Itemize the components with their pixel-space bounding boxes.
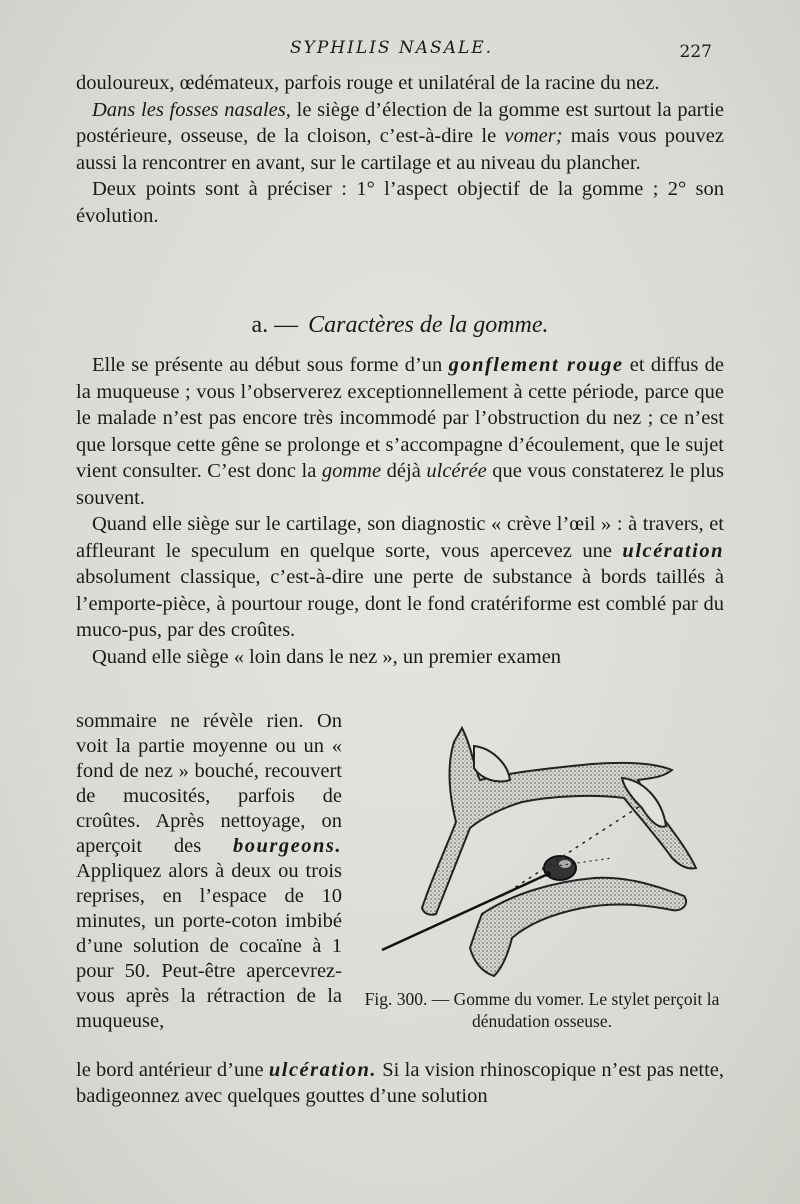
- p4-b: et diffus de la muqueuse ; vous l’observerez exceptionnellement à cette période, parce que le malade n’est pas encore très incommodé par l’obstruction du nez ; ce n’est que lorsque cette gêne se prolonge et s’accompagne d’écoulement, que le sujet vient consulter. C’est donc la: [76, 354, 724, 482]
- paragraph-2: [76, 97, 724, 177]
- column-text-a: sommaire ne révèle rien. On voit la partie moyenne ou un « fond de nez » bouché, recouvert de mucosités, parfois de croûtes. Après nettoyage, on aperçoit des: [76, 710, 342, 857]
- p4-d: que vous constaterez le plus souvent.: [76, 460, 725, 509]
- bottom-a: le bord antérieur d’une: [76, 1059, 269, 1081]
- figure-300: [362, 718, 708, 984]
- left-column-text: [76, 709, 342, 1034]
- section-heading: [0, 312, 800, 339]
- running-head: SYPHILIS NASALE.: [290, 38, 494, 58]
- section-title: Caractères de la gomme.: [308, 312, 549, 338]
- fosses-nasales-italic: Dans les fosses nasales,: [92, 98, 291, 121]
- gomme-italic: gomme: [321, 460, 382, 482]
- column-text-b: Appliquez alors à deux ou trois reprises, en l’espace de 10 minutes, un porte-coton imbibé d’une solution de cocaïne à 1 pour 50. Peut-être apercevrez-vous après la rétraction de la muqueuse,: [76, 860, 342, 1032]
- gonflement-rouge-bold: gonflement rouge: [448, 354, 624, 376]
- section-letter: a. —: [251, 312, 299, 338]
- nodule-highlight: [559, 860, 571, 868]
- paragraph-5: [76, 511, 724, 644]
- paragraph-4: [76, 352, 724, 511]
- p4-c: déjà: [381, 460, 427, 482]
- bourgeons-bold: bourgeons.: [233, 835, 342, 857]
- vomer-illustration: [362, 718, 708, 984]
- paragraph-3-text: Deux points sont à préciser : 1° l’aspect objectif de la gomme ; 2° son évolution.: [76, 178, 724, 227]
- opening-text: [76, 70, 724, 229]
- paragraph-1-text: douloureux, œdémateux, parfois rouge et unilatéral de la racine du nez.: [76, 72, 660, 94]
- page-header: [0, 34, 800, 64]
- figure-caption: Fig. 300. — Gomme du vomer. Le stylet perçoit la dénudation osseuse.: [364, 989, 720, 1031]
- paragraph-3: [76, 176, 724, 229]
- paragraph-2-text-a: le siège d’élection de la gomme est surtout la partie postérieure, osseuse, de la cloison, c’est-à-dire le: [76, 98, 724, 147]
- bottom-b: Si la vision rhinoscopique n’est pas nette, badigeonnez avec quelques gouttes d’une solution: [76, 1059, 725, 1107]
- ulceree-italic: ulcérée: [426, 460, 487, 482]
- stylet-tip: [545, 871, 551, 877]
- ulceration-bold-2: ulcération.: [268, 1059, 378, 1081]
- paragraph-1: [76, 70, 724, 97]
- p6-lead-text: Quand elle siège « loin dans le nez », un premier examen: [92, 645, 562, 668]
- paragraph-2-text-b: mais vous pouvez aussi la rencontrer en avant, sur le cartilage et au niveau du plancher.: [76, 125, 724, 174]
- section-text: [76, 352, 724, 670]
- vomer-shape: [470, 878, 686, 976]
- paragraph-6-lead: [76, 644, 724, 671]
- vomer-italic: vomer;: [504, 125, 563, 147]
- ulceration-bold: ulcération: [622, 539, 724, 562]
- closing-text: [76, 1057, 724, 1109]
- p5-a: Quand elle siège sur le cartilage, son diagnostic « crève l’œil » : à travers, et affleurant le speculum en quelque sorte, vous apercevez une: [76, 513, 724, 562]
- p5-b: absolument classique, c’est-à-dire une perte de substance à bords taillés à l’emporte-pièce, à pourtour rouge, dont le fond cratériforme est comblé par du muco-pus, par des croûtes.: [76, 566, 724, 641]
- page-number: 227: [679, 42, 712, 62]
- p4-a: Elle se présente au début sous forme d’un: [92, 354, 449, 376]
